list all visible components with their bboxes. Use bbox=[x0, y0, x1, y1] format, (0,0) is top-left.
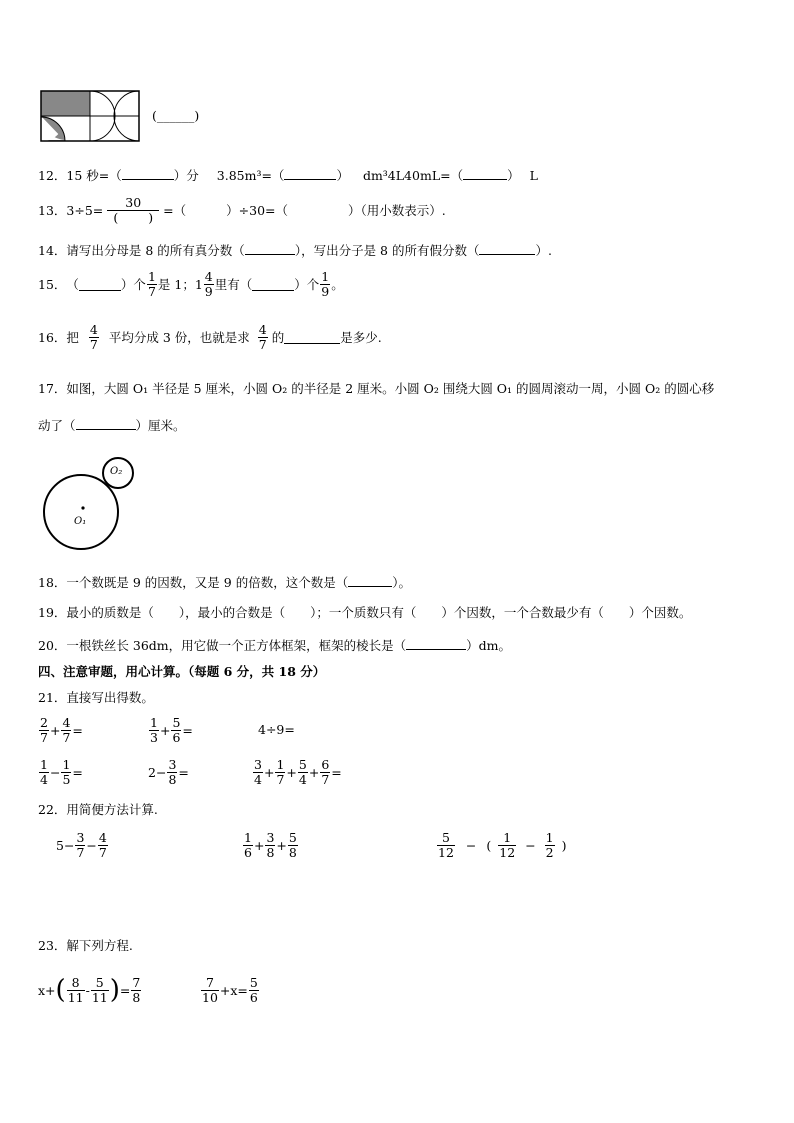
q15-fraction-3: $\frac{1}{9}$ bbox=[321, 269, 330, 299]
q21-expr-4: $\frac{1}{4}$ − $\frac{1}{5}$ = bbox=[40, 757, 83, 787]
q23-equation-1: x+ ( $\frac{8}{11}$ - $\frac{5}{11}$ ) = $\frac{7}{8}$ bbox=[38, 975, 141, 1005]
q20: 20．一根铁丝长 36dm，用它做一个正方体框架，框架的棱长是（ ）dm。 bbox=[38, 638, 512, 653]
q19: 19．最小的质数是（ ），最小的合数是（ ）；一个质数只有（ ）个因数，一个合数最少有（ ）个因数。 bbox=[38, 605, 692, 620]
q13: 13． 3÷5= $\frac{30}{( )}$ =（ ）÷30=（ ）（用小数表示）. bbox=[38, 195, 446, 225]
q14-blank-1[interactable] bbox=[245, 242, 295, 255]
q17-circles-figure bbox=[40, 455, 140, 555]
q15-blank-1[interactable] bbox=[79, 278, 121, 291]
q22-title: 22．用简便方法计算. bbox=[38, 802, 158, 817]
q17-label-o1: O₁ bbox=[74, 516, 87, 527]
q22-expr-3: $\frac{5}{12}$ − ( $\frac{1}{12}$ − $\frac{1}{2}$ ) bbox=[438, 830, 567, 860]
q16: 16． 把 $\frac{4}{7}$ 平均分成 3 份，也就是求 $\frac{4}{7}$ 的 是多少. bbox=[38, 322, 382, 352]
q21-expr-2: $\frac{1}{3}$ + $\frac{5}{6}$ = bbox=[150, 715, 193, 745]
q15-fraction-2: $\frac{4}{9}$ bbox=[204, 269, 213, 299]
q16-fraction-2: $\frac{4}{7}$ bbox=[258, 322, 267, 352]
q23-title: 23．解下列方程. bbox=[38, 938, 133, 953]
q12-blank-1[interactable] bbox=[122, 167, 174, 180]
q18: 18．一个数既是 9 的因数，又是 9 的倍数，这个数是（ ）。 bbox=[38, 575, 411, 590]
q17-line1: 17．如图，大圆 O₁ 半径是 5 厘米，小圆 O₂ 的半径是 2 厘米。小圆 O₂ 围绕大圆 O₁ 的圆周滚动一周，小圆 O₂ 的圆心移 bbox=[38, 381, 715, 396]
q21-expr-5: 2− $\frac{3}{8}$ = bbox=[148, 757, 189, 787]
section4-title: 四、注意审题，用心计算。（每题 6 分，共 18 分） bbox=[38, 664, 326, 679]
q17-label-o2: O₂ bbox=[110, 466, 123, 477]
q21-expr-1: $\frac{2}{7}$ + $\frac{4}{7}$ = bbox=[40, 715, 83, 745]
q15-blank-2[interactable] bbox=[252, 278, 294, 291]
q16-fraction-1: $\frac{4}{7}$ bbox=[89, 322, 98, 352]
q17-line2: 动了（ ）厘米。 bbox=[38, 418, 186, 433]
q17-blank[interactable] bbox=[76, 417, 136, 430]
q23-equation-2: $\frac{7}{10}$ +x= $\frac{5}{6}$ bbox=[202, 975, 258, 1005]
q14: 14．请写出分母是 8 的所有真分数（ ），写出分子是 8 的所有假分数（ ）. bbox=[38, 243, 552, 258]
q21-title: 21．直接写出得数。 bbox=[38, 690, 154, 705]
q12-blank-2[interactable] bbox=[284, 167, 336, 180]
q15-fraction-1: $\frac{1}{7}$ bbox=[147, 269, 156, 299]
q11-answer-blank[interactable]: (______) bbox=[152, 108, 200, 123]
q13-fraction: $\frac{30}{( )}$ bbox=[105, 196, 161, 223]
q12-blank-3[interactable] bbox=[463, 167, 507, 180]
q21-expr-6: $\frac{3}{4}$ + $\frac{1}{7}$ + $\frac{5}{4}$ + $\frac{6}{7}$ = bbox=[254, 757, 342, 787]
q18-blank[interactable] bbox=[348, 574, 392, 587]
q22-expr-1: 5− $\frac{3}{7}$ − $\frac{4}{7}$ bbox=[56, 830, 107, 860]
q12: 12．15 秒=（ ）分 3.85m³=（ ） dm³4L40mL=（ ） L bbox=[38, 168, 538, 183]
q15: 15． （ ）个 $\frac{1}{7}$ 是 1；1 $\frac{4}{9}$ 里有（ ）个 $\frac{1}{9}$ 。 bbox=[38, 269, 344, 299]
q14-blank-2[interactable] bbox=[479, 242, 535, 255]
q21-expr-3: 4÷9= bbox=[258, 722, 295, 737]
q11-figure bbox=[40, 90, 140, 142]
q22-expr-2: $\frac{1}{6}$ + $\frac{3}{8}$ + $\frac{5}{8}$ bbox=[244, 830, 297, 860]
q16-blank[interactable] bbox=[284, 331, 340, 344]
q20-blank[interactable] bbox=[406, 637, 466, 650]
